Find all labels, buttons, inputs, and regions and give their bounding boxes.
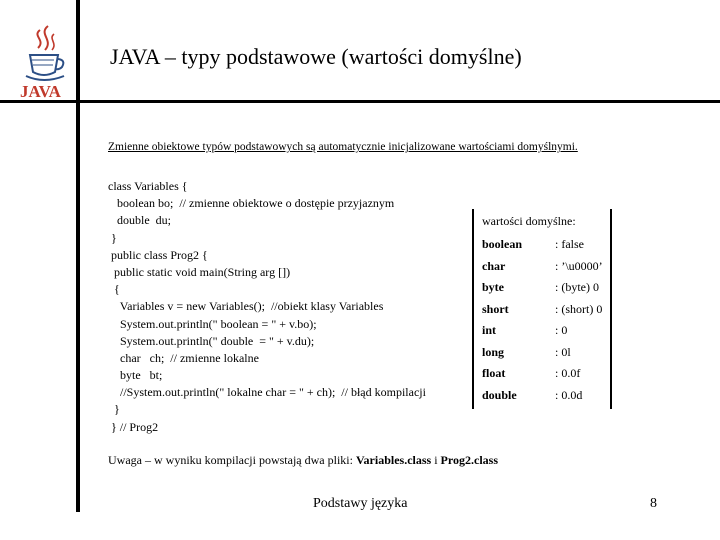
type-default: : 0.0f <box>555 366 581 380</box>
note-file-prog2: Prog2.class <box>440 453 498 467</box>
code-line: } <box>108 230 117 245</box>
compilation-note <box>108 453 498 468</box>
code-block <box>108 178 426 436</box>
type-name: long <box>482 344 505 359</box>
code-line: double du; <box>108 213 171 228</box>
type-name: boolean <box>482 237 523 251</box>
code-line: //System.out.println(" lokalne char = " + ch); // błąd kompilacji <box>108 385 426 400</box>
code-line: Variables v = new Variables(); //obiekt klasy Variables <box>108 299 384 314</box>
intro-text: Zmienne obiektowe typów podstawowych są automatycznie inicjalizowane wartościami domyślnymi. <box>108 141 578 153</box>
default-values-box <box>472 209 612 409</box>
type-default: : false <box>555 237 584 251</box>
default-values-title: wartości domyślne: <box>482 214 576 228</box>
note-file-variables: Variables.class <box>355 453 432 467</box>
footer-text: Podstawy języka <box>313 496 408 511</box>
java-logo <box>18 22 74 102</box>
code-line: byte bt; <box>108 368 163 383</box>
slide-title: JAVA – typy podstawowe (wartości domyślne) <box>110 44 522 69</box>
type-default: : (short) 0 <box>555 301 603 316</box>
type-name: int <box>482 323 497 337</box>
code-line: char ch; // zmienne lokalne <box>108 350 259 365</box>
type-name: char <box>482 258 506 273</box>
page-number: 8 <box>650 496 657 511</box>
type-name: float <box>482 366 506 380</box>
code-line: public class Prog2 { <box>108 247 208 262</box>
type-default: : ’\u0000’ <box>555 258 603 273</box>
code-line: public static void main(String arg []) <box>108 264 291 279</box>
type-default: : 0 <box>555 323 568 337</box>
type-default: : 0l <box>555 344 571 359</box>
code-line: System.out.println(" boolean = " + v.bo); <box>108 316 317 331</box>
type-default: : 0.0d <box>555 387 583 402</box>
code-line: class Variables { <box>108 179 188 193</box>
note-conjunction: i <box>431 453 441 467</box>
horizontal-divider <box>0 100 720 103</box>
vertical-divider <box>76 0 80 512</box>
logo-text: JAVA <box>20 82 61 101</box>
type-name: byte <box>482 280 504 294</box>
type-default: : (byte) 0 <box>555 280 599 294</box>
code-line: System.out.println(" double = " + v.du); <box>108 333 315 348</box>
type-name: double <box>482 387 517 402</box>
type-name: short <box>482 301 509 316</box>
note-text: Uwaga – w wyniku kompilacji powstają dwa pliki: <box>108 453 356 467</box>
code-line: } <box>108 402 120 417</box>
code-line: boolean bo; // zmienne obiektowe o dostępie przyjaznym <box>108 196 395 211</box>
code-line: { <box>108 282 120 297</box>
code-line: } // Prog2 <box>108 419 159 434</box>
